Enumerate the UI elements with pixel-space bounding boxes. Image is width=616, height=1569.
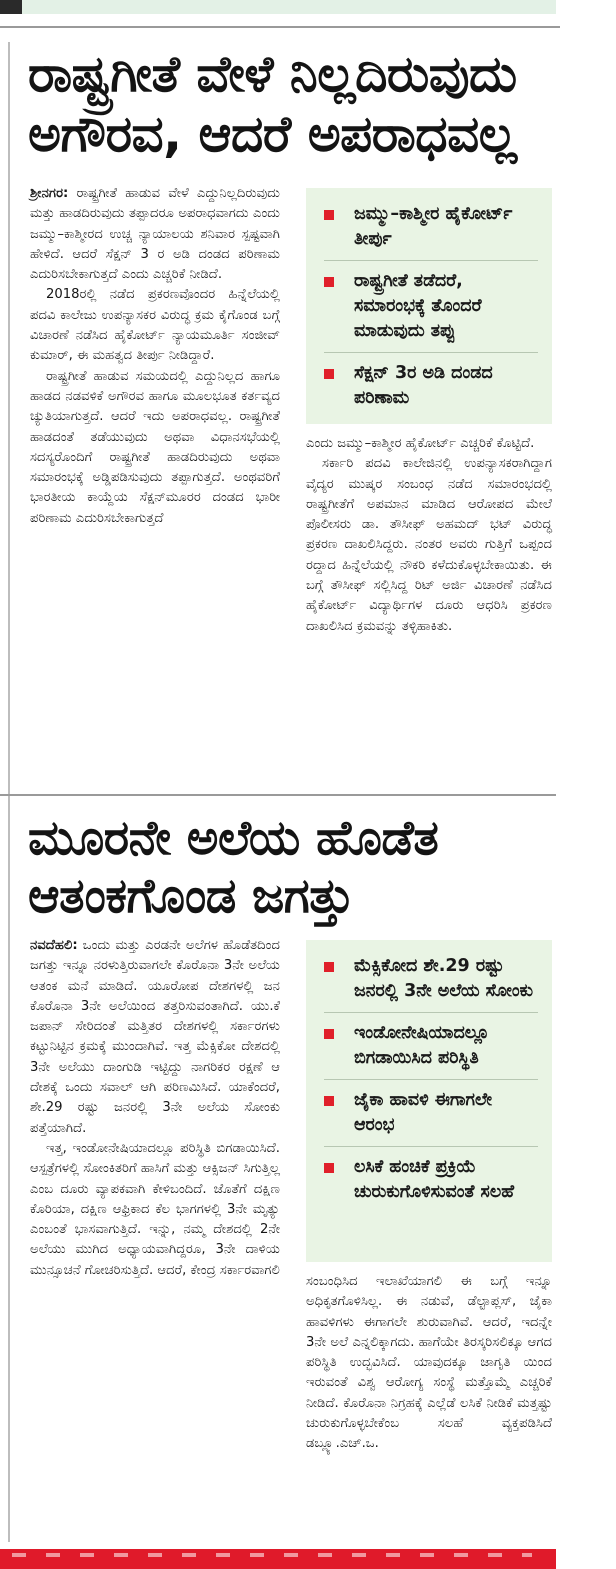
article2-highlight: ಲಸಿಕೆ ಹಂಚಿಕೆ ಪ್ರಕ್ರಿಯೆ ಚುರುಕುಗೊಳಿಸುವಂತೆ ಸಲಹೆ (324, 1147, 538, 1213)
article1-paragraph2: 2018ರಲ್ಲಿ ನಡೆದ ಪ್ರಕರಣವೊಂದರ ಹಿನ್ನೆಲೆಯಲ್ಲಿ ಪದವಿ ಕಾಲೇಜು ಉಪನ್ಯಾಸಕರ ವಿರುದ್ಧ ಕ್ರಮ ಕೈಗೊಂಡ ಬಗ್ಗೆ ವಿಚಾರಣೆ ನಡೆಸಿದ ಹೈಕೋರ್ಟ್ ನ್ಯಾಯಮೂರ್ತಿ ಸಂಜೀವ್ ಕುಮಾರ್, ಈ ಮಹತ್ವದ ತೀರ್ಪು ನೀಡಿದ್ದಾರೆ. (30, 287, 280, 364)
article2-highlights-box (306, 940, 552, 1262)
article1-headline-line2: ಅಗೌರವ, ಆದರೆ ಅಪರಾಧವಲ್ಲ (28, 105, 517, 163)
bottom-bar-cropped-text (12, 1553, 532, 1557)
article2-paragraph2: ಇತ್ತ, ಇಂಡೋನೇಷಿಯಾದಲ್ಲೂ ಪರಿಸ್ಥಿತಿ ಬಿಗಡಾಯಿಸಿದೆ. ಆಸ್ಪತ್ರೆಗಳಲ್ಲಿ ಸೋಂಕಿತರಿಗೆ ಹಾಸಿಗೆ ಮತ್ತು ಆಕ್ಸಿಜನ್ ಸಿಗುತ್ತಿಲ್ಲ ಎಂಬ ದೂರು ವ್ಯಾಪಕವಾಗಿ ಕೇಳಿಬಂದಿದೆ. ಜೊತೆಗೆ ದಕ್ಷಿಣ ಕೊರಿಯಾ, ದಕ್ಷಿಣ ಆಫ್ರಿಕಾದ ಕೆಲ ಭಾಗಗಳಲ್ಲಿ 3ನೇ ಮೃತ್ಯು ಎಂಬಂತೆ ಭಾಸವಾಗುತ್ತಿದೆ. ಇನ್ನು, ನಮ್ಮ ದೇಶದಲ್ಲಿ 2ನೇ ಅಲೆಯು ಮುಗಿದ ಅಧ್ಯಾಯವಾಗಿದ್ದರೂ, 3ನೇ ದಾಳಿಯ ಮುನ್ಸೂಚನೆ ಗೋಚರಿಸುತ್ತಿದೆ. ಆದರೆ, ಕೇಂದ್ರ ಸರ್ಕಾರವಾಗಲಿ (30, 1140, 280, 1278)
bottom-red-bar (0, 1549, 556, 1569)
article1-highlight: ಜಮ್ಮು–ಕಾಶ್ಮೀರ ಹೈಕೋರ್ಟ್ ತೀರ್ಪು (324, 194, 538, 261)
page-fold (0, 0, 22, 14)
bullet-square-icon (324, 210, 334, 220)
article1-headline-line1: ರಾಷ್ಟ್ರಗೀತೆ ವೇಳೆ ನಿಲ್ಲದಿರುವುದು (28, 45, 517, 103)
article2-headline-line1: ಮೂರನೇ ಅಲೆಯ ಹೊಡೆತ (28, 810, 439, 866)
bullet-square-icon (324, 1163, 334, 1173)
article2-headline-line2: ಆತಂಕಗೊಂಡ ಜಗತ್ತು (28, 867, 354, 924)
article1-highlights-box (306, 188, 552, 424)
article1-dateline: ಶ್ರೀನಗರ: (30, 186, 69, 201)
article1-highlight: ಸೆಕ್ಷನ್ 3ರ ಅಡಿ ದಂಡದ ಪರಿಣಾಮ (324, 353, 538, 419)
article2-highlight: ಜೈಕಾ ಹಾವಳಿ ಈಗಾಗಲೇ ಆರಂಭ (324, 1080, 538, 1147)
article1-paragraph1: ಶ್ರೀನಗರ: ರಾಷ್ಟ್ರಗೀತೆ ಹಾಡುವ ವೇಳೆ ಎದ್ದುನಿಲ್ಲದಿರುವುದು ಮತ್ತು ಹಾಡದಿರುವುದು ತಪ್ಪಾದರೂ ಅಪರಾಧವಾಗದು ಎಂದು ಜಮ್ಮು–ಕಾಶ್ಮೀರದ ಉಚ್ಚ ನ್ಯಾಯಾಲಯ ಶನಿವಾರ ಸ್ಪಷ್ಟವಾಗಿ ಹೇಳಿದೆ. ಆದರೆ ಸೆಕ್ಷನ್ 3 ರ ಅಡಿ ದಂಡದ ಪರಿಣಾಮ ಎದುರಿಸಬೇಕಾಗುತ್ತದೆ ಎಂದು ಎಚ್ಚರಿಕೆ ನೀಡಿದೆ. (30, 186, 280, 283)
article2-left-column (30, 936, 280, 1281)
bullet-square-icon (324, 369, 334, 379)
bullet-square-icon (324, 1096, 334, 1106)
article2-headline (28, 812, 568, 924)
top-divider (0, 26, 560, 28)
bullet-square-icon (324, 277, 334, 287)
article2-highlight: ಇಂಡೋನೇಷಿಯಾದಲ್ಲೂ ಬಿಗಡಾಯಿಸಿದ ಪರಿಸ್ಥಿತಿ (324, 1013, 538, 1080)
article2-right-paragraph1: ಸಂಬಂಧಿಸಿದ ಇಲಾಖೆಯಾಗಲಿ ಈ ಬಗ್ಗೆ ಇನ್ನೂ ಅಧಿಕೃತಗೊಳಿಸಿಲ್ಲ. ಈ ನಡುವೆ, ಡೆಲ್ಟಾಪ್ಲಸ್, ಜೈಕಾ ಹಾವಳಿಗಳು ಈಗಾಗಲೇ ಶುರುವಾಗಿವೆ. ಆದರೆ, ಇದನ್ನೇ 3ನೇ ಅಲೆ ಎನ್ನಲಿಕ್ಕಾಗದು. ಹಾಗೆಯೇ ತಿರಸ್ಕರಿಸಲಿಕ್ಕೂ ಆಗದ ಪರಿಸ್ಥಿತಿ ಉದ್ಭವಿಸಿದೆ. ಯಾವುದಕ್ಕೂ ಜಾಗೃತಿ ಯಿಂದ ಇರುವಂತೆ ವಿಶ್ವ ಆರೋಗ್ಯ ಸಂಸ್ಥೆ ಮತ್ತೊಮ್ಮೆ ಎಚ್ಚರಿಕೆ ನೀಡಿದೆ. ಕೊರೊನಾ ನಿಗ್ರಹಕ್ಕೆ ಎಲ್ಲೆಡೆ ಲಸಿಕೆ ನೀಡಿಕೆ ಮತ್ತಷ್ಟು ಚುರುಕುಗೊಳ್ಳಬೇಕೆಂಬ ಸಲಹೆ ವ್ಯಕ್ತಪಡಿಸಿದೆ ಡಬ್ಲ್ಯೂ.ಎಚ್.ಒ. (306, 1274, 552, 1452)
top-strip (0, 0, 556, 14)
article2-right-column (306, 1272, 552, 1455)
article1-right-paragraph1: ಎಂದು ಜಮ್ಮು–ಕಾಶ್ಮೀರ ಹೈಕೋರ್ಟ್ ಎಚ್ಚರಿಕೆ ಕೊಟ್ಟಿದೆ. (306, 436, 535, 451)
article2-paragraph1: ನವದೆಹಲಿ: ಒಂದು ಮತ್ತು ಎರಡನೇ ಅಲೆಗಳ ಹೊಡೆತದಿಂದ ಜಗತ್ತು ಇನ್ನೂ ನರಳುತ್ತಿರುವಾಗಲೇ ಕೊರೊನಾ 3ನೇ ಅಲೆಯ ಆತಂಕ ಮನೆ ಮಾಡಿದೆ. ಯೂರೋಪ ದೇಶಗಳಲ್ಲಿ ಜನ ಕೊರೊನಾ 3ನೇ ಅಲೆಯಿಂದ ತತ್ತರಿಸುವಂತಾಗಿದೆ. ಯು.ಕೆ ಜಪಾನ್ ಸೇರಿದಂತೆ ಮತ್ತಿತರ ದೇಶಗಳಲ್ಲಿ ಸರ್ಕಾರಗಳು ಕಟ್ಟುನಿಟ್ಟಿನ ಕ್ರಮಕ್ಕೆ ಮುಂದಾಗಿವೆ. ಇತ್ತ ಮೆಕ್ಸಿಕೋ ದೇಶದಲ್ಲಿ 3ನೇ ಅಲೆಯು ದಾಂಗುಡಿ ಇಟ್ಟಿದ್ದು ನಾಗರಿಕರ ರಕ್ಷಣೆ ಆ ದೇಶಕ್ಕೆ ಒಂದು ಸವಾಲ್ ಆಗಿ ಪರಿಣಮಿಸಿದೆ. ಯಾಕೆಂದರೆ, ಶೇ.29 ರಷ್ಟು ಜನರಲ್ಲಿ 3ನೇ ಅಲೆಯ ಸೋಂಕು ಪತ್ತೆಯಾಗಿದೆ. (30, 938, 280, 1136)
article2-highlight: ಮೆಕ್ಸಿಕೋದ ಶೇ.29 ರಷ್ಟು ಜನರಲ್ಲಿ 3ನೇ ಅಲೆಯ ಸೋಂಕು (324, 946, 538, 1013)
margin-line (8, 42, 10, 1542)
middle-divider (0, 794, 556, 796)
bullet-square-icon (324, 962, 334, 972)
article1-right-column (306, 434, 552, 637)
article1-headline (28, 46, 568, 162)
article1-paragraph3: ರಾಷ್ಟ್ರಗೀತೆ ಹಾಡುವ ಸಮಯದಲ್ಲಿ ಎದ್ದುನಿಲ್ಲದ ಹಾಗೂ ಹಾಡದ ನಡವಳಿಕೆ ಅಗೌರವ ಹಾಗೂ ಮೂಲಭೂತ ಕರ್ತವ್ಯದ ಚ್ಯುತಿಯಾಗುತ್ತದೆ. ಆದರೆ ಇದು ಅಪರಾಧವಲ್ಲ. ರಾಷ್ಟ್ರಗೀತೆ ಹಾಡದಂತೆ ತಡೆಯುವುದು ಅಥವಾ ವಿಧಾನಸಭೆಯಲ್ಲಿ ಸದಸ್ಯರೊಂದಿಗೆ ರಾಷ್ಟ್ರಗೀತೆ ಹಾಡದಿರುವುದು ಅಥವಾ ಸಮಾರಂಭಕ್ಕೆ ಅಡ್ಡಿಪಡಿಸುವುದು ತಪ್ಪಾಗುತ್ತದೆ. ಅಂಥವರಿಗೆ ಭಾರತೀಯ ಕಾಯ್ದೆಯ ಸೆಕ್ಷನ್‌ಮೂರರ ದಂಡದ ಭಾರೀ ಪರಿಣಾಮ ಎದುರಿಸಬೇಕಾಗುತ್ತದೆ (30, 368, 280, 526)
article1-highlight: ರಾಷ್ಟ್ರಗೀತೆ ತಡೆದರೆ, ಸಮಾರಂಭಕ್ಕೆ ತೊಂದರೆ ಮಾಡುವುದು ತಪ್ಪು (324, 261, 538, 353)
article1-left-column (30, 184, 280, 529)
article2-dateline: ನವದೆಹಲಿ: (30, 938, 78, 953)
bullet-square-icon (324, 1029, 334, 1039)
article1-right-paragraph2: ಸರ್ಕಾರಿ ಪದವಿ ಕಾಲೇಜಿನಲ್ಲಿ ಉಪನ್ಯಾಸಕರಾಗಿದ್ದಾಗ ವೈದ್ಯರ ಮುಷ್ಕರ ಸಂಬಂಧ ನಡೆದ ಸಮಾರಂಭದಲ್ಲಿ ರಾಷ್ಟ್ರಗೀತೆಗೆ ಅಪಮಾನ ಮಾಡಿದ ಆರೋಪದ ಮೇಲೆ ಪೊಲೀಸರು ಡಾ. ತೌಸೀಫ್ ಅಹಮದ್ ಭಟ್ ವಿರುದ್ಧ ಪ್ರಕರಣ ದಾಖಲಿಸಿದ್ದರು. ನಂತರ ಅವರು ಗುತ್ತಿಗೆ ಒಪ್ಪಂದ ರದ್ದಾದ ಹಿನ್ನೆಲೆಯಲ್ಲಿ ನೌಕರಿ ಕಳೆದುಕೊಳ್ಳಬೇಕಾಯಿತು. ಈ ಬಗ್ಗೆ ತೌಸೀಫ್ ಸಲ್ಲಿಸಿದ್ದ ರಿಟ್ ಅರ್ಜಿ ವಿಚಾರಣೆ ನಡೆಸಿದ ಹೈಕೋರ್ಟ್ ವಿದ್ಯಾರ್ಥಿಗಳ ದೂರು ಆಧರಿಸಿ ಪ್ರಕರಣ ದಾಖಲಿಸಿದ ಕ್ರಮವನ್ನು ತಳ್ಳಿಹಾಕಿತು. (306, 456, 552, 634)
